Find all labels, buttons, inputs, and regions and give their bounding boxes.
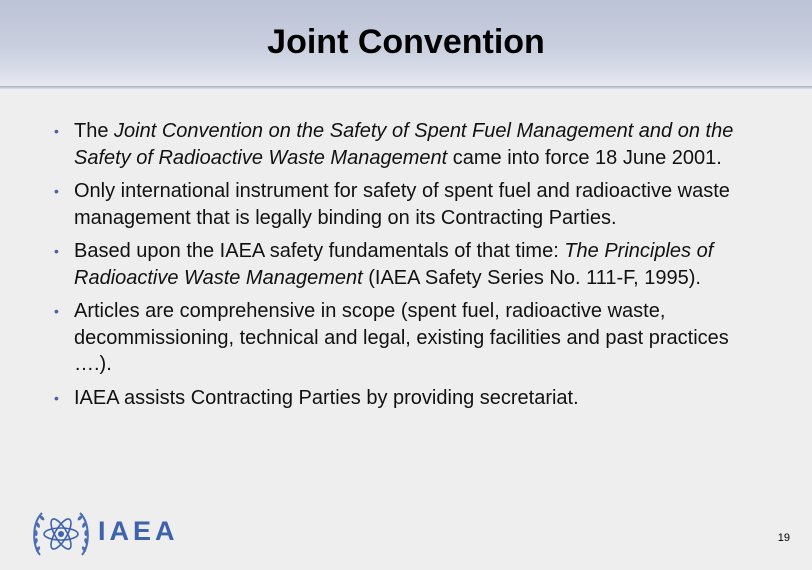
iaea-logo-text: IAEA (98, 516, 179, 546)
bullet-text: (IAEA Safety Series No. 111-F, 1995). (362, 266, 701, 289)
bullet-marker: • (54, 123, 59, 139)
bullet-text: The (74, 120, 115, 142)
bullet-text: Articles are comprehensive in scope (spent fuel, radioactive waste, decommissioning, technical and legal, existing facilities and past practices ….). (74, 300, 729, 375)
bullet-item (52, 178, 752, 231)
slide-title: Joint Convention (267, 23, 545, 61)
bullet-text: Based upon the IAEA safety fundamentals of that time: (74, 240, 565, 262)
bullet-marker: • (54, 183, 59, 199)
bullet-list (52, 118, 752, 418)
bullet-marker: • (54, 389, 59, 406)
bullet-text: IAEA assists Contracting Parties by providing secretariat. (74, 386, 579, 409)
bullet-text: Only international instrument for safety of spent fuel and radioactive waste management that is legally binding on its Contracting Parties. (74, 180, 730, 229)
bullet-item (52, 118, 752, 171)
bullet-item (52, 238, 752, 291)
iaea-emblem-icon (30, 505, 92, 561)
title-divider (0, 86, 812, 89)
bullet-text: came into force 18 June 2001. (447, 146, 722, 169)
page-number: 19 (777, 532, 790, 544)
bullet-item (52, 385, 752, 412)
bullet-marker: • (54, 243, 59, 259)
bullet-marker: • (54, 303, 59, 319)
bullet-text-italic: The Principles of Radioactive Waste Management (74, 240, 714, 289)
bullet-text-italic: Joint Convention on the Safety of Spent Fuel Management and on the Safety of Radioactive Waste Management (74, 120, 734, 169)
bullet-item (52, 298, 752, 378)
